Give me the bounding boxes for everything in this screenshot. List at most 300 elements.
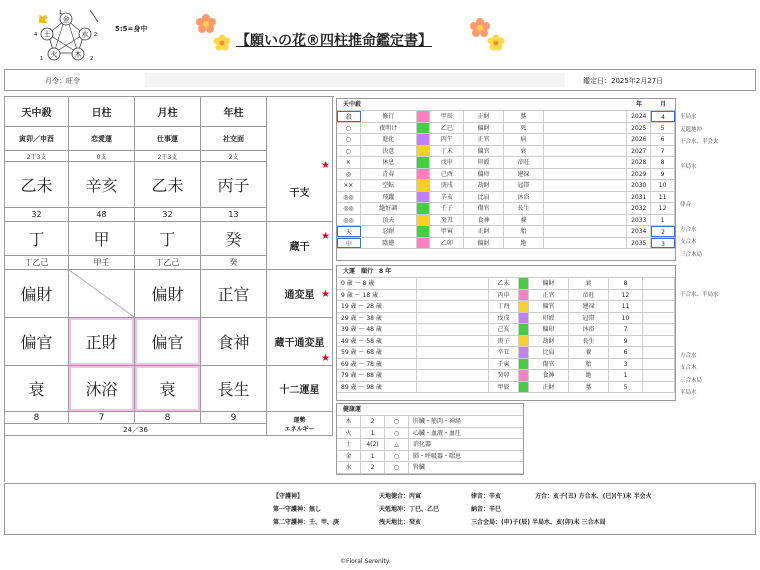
- tenchu-keyword: 進化: [361, 134, 417, 145]
- taiun-energy: 3: [609, 359, 643, 370]
- taiun-tsuhen: 劫財: [529, 336, 569, 347]
- tenchu-spacer: [544, 180, 628, 191]
- taiun-twelve: 長生: [569, 336, 609, 347]
- taiun-energy: 9: [609, 336, 643, 347]
- tenchu-color-swatch: [417, 123, 431, 134]
- health-header: [337, 404, 523, 416]
- taiun-kanshi: 乙未: [489, 278, 519, 289]
- taiun-kanshi: 辛丑: [489, 347, 519, 358]
- tenchu-spacer: [544, 146, 628, 157]
- health-row: [337, 428, 523, 440]
- tenchu-tsuhen: 食神: [464, 215, 504, 226]
- tenchu-month: 12: [651, 203, 675, 214]
- tenchu-year: 2031: [627, 192, 651, 203]
- tenchu-color-swatch: [417, 238, 431, 249]
- red-star-icon: ★: [321, 289, 330, 300]
- health-organs: 肺・呼吸器・喘息: [413, 452, 462, 460]
- taiun-age-range: 89 歳 ～ 98 歳: [337, 382, 417, 393]
- taiun-header: [337, 266, 675, 278]
- tenchu-year: 2028: [627, 157, 651, 168]
- taiun-energy: 8: [609, 278, 643, 289]
- kanshi-year: 丙子: [201, 162, 267, 208]
- tenchu-note: 支合木: [680, 239, 697, 245]
- tenchu-keyword: 修行: [361, 111, 417, 122]
- taiun-spacer: [417, 347, 489, 358]
- tenchu-mark: ◎◎: [337, 215, 361, 226]
- star-count: 2干3支: [135, 151, 201, 162]
- tenchu-month: 5: [651, 123, 675, 134]
- taiun-color-swatch: [519, 370, 529, 381]
- tenchu-color-swatch: [417, 192, 431, 203]
- tenchu-color-swatch: [417, 134, 431, 145]
- twelve-value: 衰: [135, 366, 201, 412]
- taiun-spacer: [417, 301, 489, 312]
- tenchu-row: [337, 180, 675, 192]
- zokan-full: 甲壬: [69, 256, 135, 270]
- health-organs: 消化器: [413, 441, 432, 448]
- tenchu-spacer: [544, 134, 628, 145]
- taiun-energy: 12: [609, 290, 643, 301]
- ratio-text: 5:5=身中: [115, 25, 148, 33]
- taiun-kanshi: 己亥: [489, 324, 519, 335]
- tenchu-mark: ○: [337, 146, 361, 157]
- taiun-twelve: 墓: [569, 382, 609, 393]
- taiun-spacer: [417, 359, 489, 370]
- tenchu-tsuhen: 印綬: [464, 157, 504, 168]
- health-mark: ○: [385, 416, 409, 427]
- health-organs: 心臓・血液・血圧: [413, 429, 462, 437]
- tenchu-row: [337, 215, 675, 227]
- tenchu-month: 11: [651, 192, 675, 203]
- guardian-ritsuon: 律音：辛亥: [471, 493, 502, 500]
- taiun-note: 支合木: [680, 365, 697, 372]
- tenchu-tsuhen: 劫財: [464, 180, 504, 191]
- tenchu-twelve: 長生: [504, 203, 544, 214]
- taiun-spacer: [643, 324, 675, 335]
- zokan-full: 癸: [201, 256, 267, 270]
- health-count: 1: [361, 451, 385, 462]
- tenchu-keyword: 頂天: [361, 215, 417, 226]
- taiun-energy: 7: [609, 324, 643, 335]
- taiun-energy: 5: [609, 382, 643, 393]
- tenchu-keyword: 青春: [361, 169, 417, 180]
- taiun-tsuhen: 正官: [529, 290, 569, 301]
- tenchu-year: 2026: [627, 134, 651, 145]
- tenchu-tsuhen: 偏官: [464, 146, 504, 157]
- tenchu-tsuhen: 偏印: [464, 169, 504, 180]
- taiun-tsuhen: 傷官: [529, 359, 569, 370]
- taiun-spacer: [417, 313, 489, 324]
- tenchu-color-swatch: [417, 226, 431, 237]
- tenchu-spacer: [544, 111, 628, 122]
- tenchu-year: 2035: [627, 238, 651, 249]
- health-count: 2: [361, 462, 385, 473]
- kanshi-tenchu: 乙未: [5, 162, 69, 208]
- tenchu-year-header: 年: [635, 101, 642, 108]
- footer-copyright: ©Floral Serenity.: [340, 558, 391, 565]
- tenchu-keyword: 忍耐: [361, 226, 417, 237]
- flower-right-icon: [466, 12, 510, 56]
- taiun-age-range: 69 歳 ～ 78 歳: [337, 359, 417, 370]
- taiun-color-swatch: [519, 301, 529, 312]
- tenchu-twelve: 帝旺: [504, 157, 544, 168]
- health-organs: 肝臓・筋肉・神経: [413, 418, 462, 425]
- red-star-icon: ★: [321, 353, 330, 364]
- tenchu-table: [336, 98, 676, 261]
- guardian-hougou: 方合：亥子(丑) 方合水、(巳)(午)未 半会火: [535, 493, 652, 500]
- tenchu-row: [337, 157, 675, 169]
- tenchu-tsuhen: 正財: [464, 111, 504, 122]
- health-element: 木: [337, 416, 361, 427]
- tenchu-mark: 中: [337, 238, 361, 249]
- tenchu-twelve: 病: [504, 134, 544, 145]
- taiun-row: [337, 324, 675, 336]
- taiun-note: 半局水: [680, 389, 697, 396]
- taiun-tsuhen: 比肩: [529, 347, 569, 358]
- tenchu-month: 4: [651, 111, 675, 122]
- taiun-row: [337, 370, 675, 382]
- taiun-tsuhen: 正財: [529, 382, 569, 393]
- tenchu-mark: ○: [337, 134, 361, 145]
- tenchu-month: 3: [651, 238, 675, 249]
- tenchu-tsuhen: 正財: [464, 226, 504, 237]
- taiun-spacer: [643, 382, 675, 393]
- tenchu-mark: ×: [337, 157, 361, 168]
- element-kin: 金: [62, 15, 70, 24]
- taiun-color-swatch: [519, 382, 529, 393]
- taiun-twelve: 建禄: [569, 301, 609, 312]
- age-value: 32: [5, 208, 69, 222]
- guardian-tentoku: 天地徳合：丙寅: [379, 493, 422, 500]
- label-zokan: 蔵干: [267, 222, 333, 270]
- taiun-twelve: 沐浴: [569, 324, 609, 335]
- taiun-twelve: 帝旺: [569, 290, 609, 301]
- energy-value: 9: [201, 412, 267, 424]
- taiun-kanshi: 甲辰: [489, 382, 519, 393]
- tenchu-month: 8: [651, 157, 675, 168]
- taiun-spacer: [643, 301, 675, 312]
- label-energy-line1: 運勢: [293, 416, 306, 424]
- tenchu-header: [337, 99, 675, 111]
- guardian-second: 第二守護神：壬、甲、庚: [273, 519, 340, 526]
- tenchu-year: 2029: [627, 169, 651, 180]
- twelve-value: 長生: [201, 366, 267, 412]
- taiun-spacer: [643, 290, 675, 301]
- tenchu-row: [337, 169, 675, 181]
- health-organs: 腎臓: [413, 464, 426, 471]
- tsuhen-value: 偏財: [135, 270, 201, 318]
- tenchu-row: [337, 111, 675, 123]
- tenchu-twelve: 死: [504, 123, 544, 134]
- element-ka: 火: [50, 50, 58, 59]
- taiun-row: [337, 313, 675, 325]
- col-header-month: 月柱: [135, 97, 201, 127]
- taiun-kanshi: 戊戌: [489, 313, 519, 324]
- tenchu-row: [337, 203, 675, 215]
- taiun-color-swatch: [519, 278, 529, 289]
- tenchu-note: 三合木局: [680, 251, 703, 258]
- guardian-label: 【守護神】: [273, 493, 304, 500]
- taiun-tsuhen: 偏財: [529, 278, 569, 289]
- tenchu-month: 10: [651, 180, 675, 191]
- taiun-row: [337, 301, 675, 313]
- health-mark: ○: [385, 462, 409, 473]
- taiun-spacer: [643, 278, 675, 289]
- health-row: [337, 462, 523, 474]
- zokan-value: 丁: [135, 222, 201, 256]
- zokan-full: 丁乙己: [5, 256, 69, 270]
- taiun-spacer: [643, 336, 675, 347]
- taiun-twelve: 養: [569, 347, 609, 358]
- health-mark: ○: [385, 428, 409, 439]
- tenchu-row: [337, 192, 675, 204]
- tenchu-keyword: 休息: [361, 157, 417, 168]
- tenchu-kanshi: 甲寅: [430, 226, 464, 237]
- tenchu-spacer: [544, 157, 628, 168]
- tenchu-tsuhen: 正官: [464, 134, 504, 145]
- kanshi-day: 辛亥: [69, 162, 135, 208]
- taiun-color-swatch: [519, 347, 529, 358]
- taiun-row: [337, 278, 675, 290]
- tenchu-kanshi: 己酉: [430, 169, 464, 180]
- taiun-note: 干合水、半局水: [680, 292, 719, 299]
- energy-value: 7: [69, 412, 135, 424]
- tenchu-kanshi: 庚戌: [430, 180, 464, 191]
- taiun-spacer: [643, 370, 675, 381]
- tenchu-twelve: 胎: [504, 226, 544, 237]
- tenchu-color-swatch: [417, 157, 431, 168]
- tenchu-kanshi: 乙卯: [430, 238, 464, 249]
- tenchu-row: [337, 134, 675, 146]
- zokan-tsuhen-value: 偏官: [5, 318, 69, 366]
- element-do-count: 4: [34, 32, 38, 38]
- tenchu-note: 天剋地冲: [680, 126, 703, 133]
- tenchu-month: 2: [651, 226, 675, 237]
- taiun-twelve: 冠帯: [569, 313, 609, 324]
- taiun-energy: 6: [609, 347, 643, 358]
- label-kanshi: 干支: [267, 162, 333, 222]
- tenchu-year: 2032: [627, 203, 651, 214]
- tenchu-twelve: 養: [504, 215, 544, 226]
- tenchu-mark: 殺: [337, 111, 361, 122]
- label-energy-line2: エネルギー: [284, 425, 315, 433]
- element-moku: 木: [74, 50, 82, 59]
- label-energy: [267, 412, 333, 436]
- zokan-tsuhen-value: 偏官: [135, 318, 201, 366]
- zokan-tsuhen-value: 正財: [69, 318, 135, 366]
- taiun-tsuhen: 偏官: [529, 301, 569, 312]
- star-count: 2支: [201, 151, 267, 162]
- taiun-kanshi: 壬寅: [489, 359, 519, 370]
- energy-value: 8: [135, 412, 201, 424]
- taiun-twelve: 衰: [569, 278, 609, 289]
- tenchu-twelve: 墓: [504, 111, 544, 122]
- health-count: 1: [361, 428, 385, 439]
- tsuhen-empty-diagonal: [69, 270, 135, 318]
- tenchu-keyword: 飛躍: [361, 192, 417, 203]
- tenchu-spacer: [544, 238, 628, 249]
- health-element: 金: [337, 451, 361, 462]
- taiun-table: [336, 265, 676, 401]
- label-zokan-tsuhen: 蔵干通変星: [267, 318, 333, 366]
- tenchu-tsuhen: 偏財: [464, 238, 504, 249]
- taiun-spacer: [643, 313, 675, 324]
- tenchu-kanshi: 戊申: [430, 157, 464, 168]
- fortune-social: 社交面: [201, 127, 267, 151]
- tenchu-kanshi: 丁未: [430, 146, 464, 157]
- taiun-spacer: [417, 278, 489, 289]
- label-twelve: 十二運星: [267, 366, 333, 412]
- tenchu-spacer: [544, 192, 628, 203]
- tenchu-color-swatch: [417, 180, 431, 191]
- element-sui-count: 2: [94, 32, 98, 38]
- fortune-love: 恋愛運: [69, 127, 135, 151]
- tenchu-color-swatch: [417, 203, 431, 214]
- tenchu-spacer: [544, 215, 628, 226]
- tenchu-row: [337, 238, 675, 250]
- tenchu-color-swatch: [417, 146, 431, 157]
- twelve-value: 沐浴: [69, 366, 135, 412]
- taiun-age-range: 19 歳 ～ 28 歳: [337, 301, 417, 312]
- tsuhen-value: 偏財: [5, 270, 69, 318]
- tenchu-title: 天中殺: [343, 101, 362, 108]
- tenchu-month: 7: [651, 146, 675, 157]
- tenchu-kanshi: 壬子: [430, 203, 464, 214]
- tenchu-note: 干合水、半会火: [680, 139, 719, 145]
- col-header-year: 年柱: [201, 97, 267, 127]
- zokan-value: 丁: [5, 222, 69, 256]
- taiun-spacer: [417, 382, 489, 393]
- tenchu-twelve: 冠帯: [504, 180, 544, 191]
- tsuhen-value: 正官: [201, 270, 267, 318]
- health-row: [337, 451, 523, 463]
- element-sui: 水: [81, 30, 89, 39]
- tenchu-spacer: [544, 203, 628, 214]
- taiun-kanshi: 庚子: [489, 336, 519, 347]
- tenchu-kanshi: 癸丑: [430, 215, 464, 226]
- taiun-energy: 11: [609, 301, 643, 312]
- taiun-row: [337, 336, 675, 348]
- tenchu-color-swatch: [417, 215, 431, 226]
- tenchu-mark: ◎◎: [337, 203, 361, 214]
- tenchu-kanshi: 丙午: [430, 134, 464, 145]
- tenchu-kanshi: 甲辰: [430, 111, 464, 122]
- tenchu-twelve: 建禄: [504, 169, 544, 180]
- taiun-energy: 10: [609, 313, 643, 324]
- tenchu-row: [337, 123, 675, 135]
- taiun-age-range: 79 歳 ～ 88 歳: [337, 370, 417, 381]
- tenchu-mark: 天: [337, 226, 361, 237]
- unlucky-name: 寅卯／申酉: [5, 127, 69, 151]
- red-star-icon: ★: [321, 160, 330, 171]
- tenchu-row: [337, 146, 675, 158]
- taiun-color-swatch: [519, 324, 529, 335]
- zokan-tsuhen-value: 食神: [201, 318, 267, 366]
- tenchu-tsuhen: 偏財: [464, 123, 504, 134]
- page-title: 【願いの花®四柱推命鑑定書】: [236, 33, 432, 49]
- health-count: 2: [361, 416, 385, 427]
- tenchu-year: 2025: [627, 123, 651, 134]
- tenchu-note: 律音: [680, 201, 692, 208]
- red-star-icon: ★: [321, 231, 330, 242]
- tenchu-color-swatch: [417, 169, 431, 180]
- zokan-value: 甲: [69, 222, 135, 256]
- tenchu-keyword: 陰徳: [361, 238, 417, 249]
- taiun-row: [337, 290, 675, 302]
- taiun-spacer: [643, 359, 675, 370]
- tenchu-color-swatch: [417, 111, 431, 122]
- taiun-tsuhen: 食神: [529, 370, 569, 381]
- tenchu-twelve: 絶: [504, 238, 544, 249]
- redacted-area: [145, 73, 565, 87]
- health-count: 4(2): [361, 439, 385, 450]
- tenchu-twelve: 沐浴: [504, 192, 544, 203]
- tenchu-twelve: 衰: [504, 146, 544, 157]
- age-value: 32: [135, 208, 201, 222]
- flower-left-icon: [192, 12, 236, 56]
- guardian-nacchu: 納音：辛巳: [471, 506, 502, 513]
- taiun-spacer: [417, 336, 489, 347]
- health-element: 火: [337, 428, 361, 439]
- age-value: 13: [201, 208, 267, 222]
- label-tsuhen: 通変星: [267, 270, 333, 318]
- tenchu-kanshi: 辛亥: [430, 192, 464, 203]
- col-header-day: 日柱: [69, 97, 135, 127]
- taiun-kanshi: 丙申: [489, 290, 519, 301]
- tenchu-month: 9: [651, 169, 675, 180]
- energy-value: 8: [5, 412, 69, 424]
- taiun-twelve: 胎: [569, 359, 609, 370]
- taiun-age-range: 39 歳 ～ 48 歳: [337, 324, 417, 335]
- tenchu-keyword: 空転: [361, 180, 417, 191]
- taiun-row: [337, 359, 675, 371]
- tenchu-spacer: [544, 169, 628, 180]
- guardian-kokan: 洩天地比：癸亥: [379, 519, 422, 526]
- tenchu-tsuhen: 比肩: [464, 192, 504, 203]
- element-ka-count: 1: [40, 56, 44, 62]
- age-value: 48: [69, 208, 135, 222]
- taiun-age-range: 0 歳 ～ 8 歳: [337, 278, 417, 289]
- zokan-value: 癸: [201, 222, 267, 256]
- taiun-color-swatch: [519, 359, 529, 370]
- taiun-age-range: 29 歳 ～ 38 歳: [337, 313, 417, 324]
- tenchu-year: 2034: [627, 226, 651, 237]
- tenchu-row: [337, 226, 675, 238]
- taiun-spacer: [417, 324, 489, 335]
- star-count: 0支: [69, 151, 135, 162]
- health-mark: △: [385, 439, 409, 450]
- appraisal-date: 鑑定日：2025年2月27日: [583, 77, 664, 85]
- label-blank: [267, 97, 333, 127]
- taiun-energy: 1: [609, 370, 643, 381]
- taiun-note: 方合水: [680, 353, 697, 360]
- info-bar: [4, 69, 756, 91]
- health-mark: ○: [385, 451, 409, 462]
- taiun-tsuhen: 偏印: [529, 324, 569, 335]
- element-kin-count: 1: [59, 10, 63, 16]
- tenchu-mark: ○: [337, 123, 361, 134]
- tenchu-year: 2033: [627, 215, 651, 226]
- taiun-note: 三合木局: [680, 377, 703, 384]
- guardian-first: 第一守護神：無し: [273, 506, 322, 513]
- tenchu-keyword: 夜明け: [361, 123, 417, 134]
- taiun-spacer: [643, 347, 675, 358]
- health-element: 水: [337, 462, 361, 473]
- guardian-tenko: 天剋地冲：丁巳、乙巳: [379, 506, 440, 513]
- tenchu-spacer: [544, 226, 628, 237]
- star-count: 2干3支: [5, 151, 69, 162]
- twelve-value: 衰: [5, 366, 69, 412]
